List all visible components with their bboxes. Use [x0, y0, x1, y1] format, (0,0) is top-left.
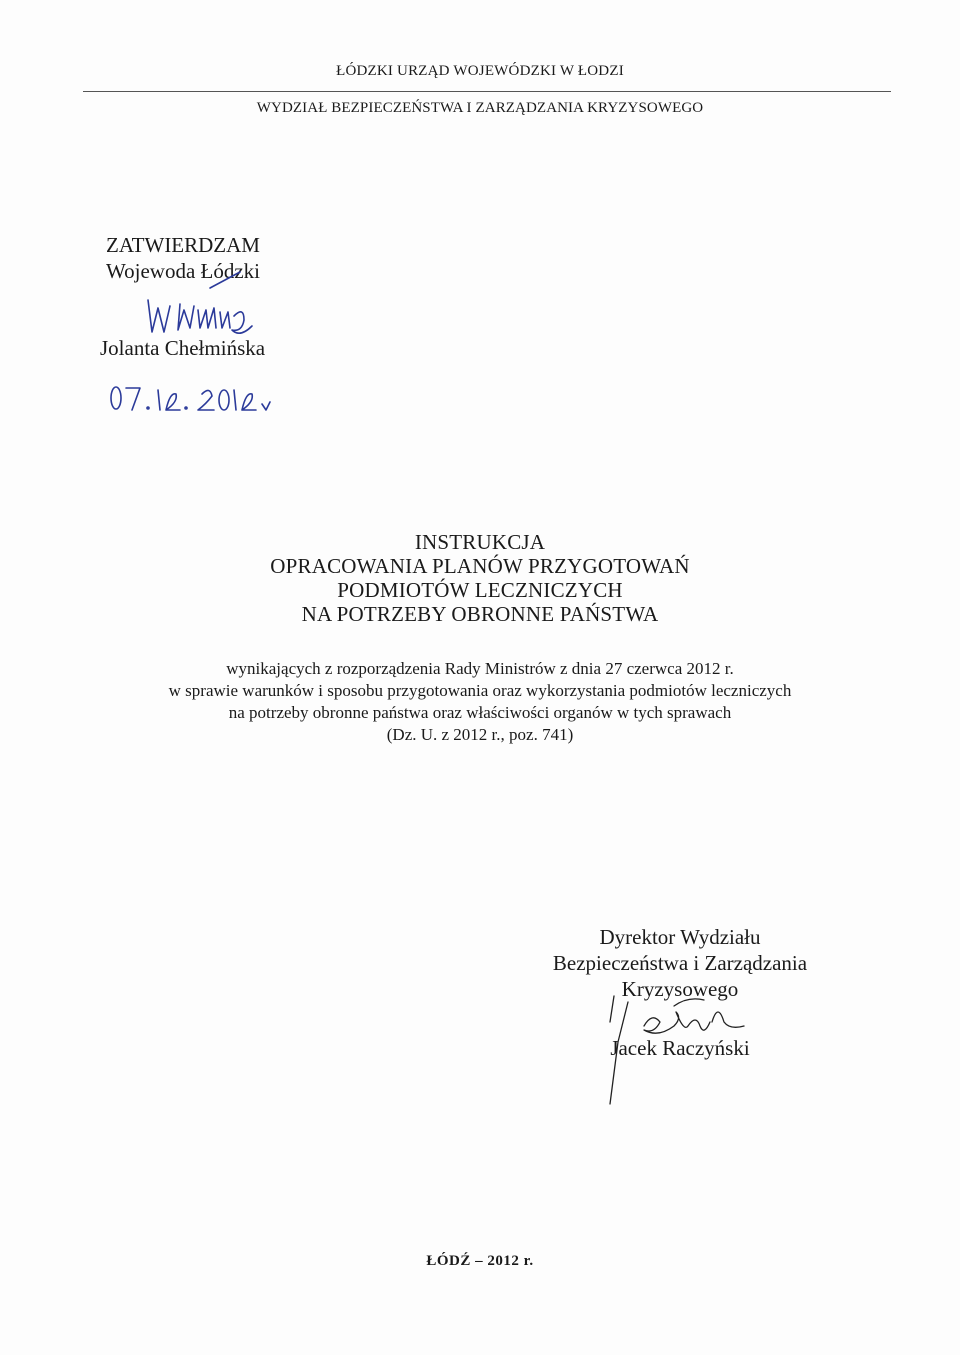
approver-name: Jolanta Chełmińska [100, 336, 266, 360]
director-title-line: Bezpieczeństwa i Zarządzania [552, 951, 808, 975]
handwritten-date [106, 380, 276, 425]
title-line: PODMIOTÓW LECZNICZYCH [337, 578, 623, 602]
approval-heading: ZATWIERDZAM [106, 233, 260, 257]
document-title [0, 530, 960, 626]
basis-line: (Dz. U. z 2012 r., poz. 741) [386, 725, 574, 744]
basis-line: na potrzeby obronne państwa oraz właściwości organów w tych sprawach [228, 703, 732, 722]
director-name: Jacek Raczyński [610, 1036, 750, 1060]
basis-line: w sprawie warunków i sposobu przygotowania oraz wykorzystania podmiotów leczniczych [168, 681, 792, 700]
header-divider [83, 91, 891, 92]
director-title-line: Dyrektor Wydziału [599, 925, 761, 949]
footer-place-year: ŁÓDŹ – 2012 r. [426, 1253, 534, 1269]
basis-line: wynikających z rozporządzenia Rady Ministrów z dnia 27 czerwca 2012 r. [226, 659, 734, 678]
director-title-line: Kryzysowego [621, 977, 739, 1001]
approval-role: Wojewoda Łódzki [106, 259, 261, 283]
legal-basis [0, 658, 960, 746]
title-line: OPRACOWANIA PLANÓW PRZYGOTOWAŃ [270, 554, 690, 578]
header-organization: ŁÓDZKI URZĄD WOJEWÓDZKI W ŁODZI [336, 63, 624, 79]
header-department: WYDZIAŁ BEZPIECZEŃSTWA I ZARZĄDZANIA KRYZYSOWEGO [256, 100, 704, 116]
title-line: NA POTRZEBY OBRONNE PAŃSTWA [301, 602, 659, 626]
title-line: INSTRUKCJA [414, 530, 546, 554]
